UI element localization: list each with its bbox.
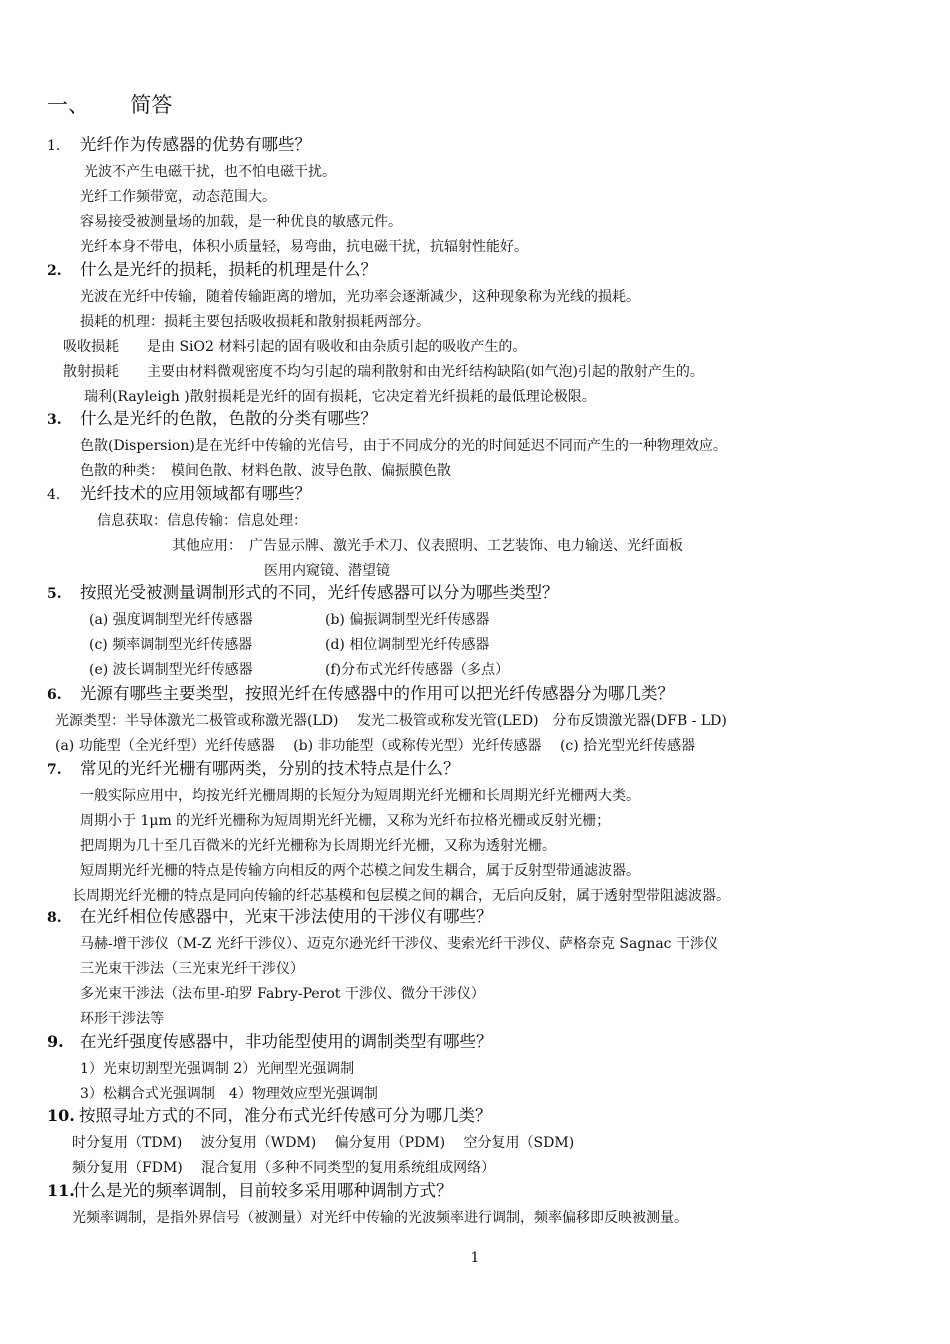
answer-line: 瑞利(Rayleigh )散射损耗是光纤的固有损耗，它决定着光纤损耗的最低理论极限。 [84, 389, 596, 405]
question-text: 在光纤强度传感器中，非功能型使用的调制类型有哪些？ [80, 1032, 493, 1051]
question-number: 4. [47, 487, 61, 503]
answer-line: 周期小于 1μm 的光纤光栅称为短周期光纤光栅，又称为光纤布拉格光栅或反射光栅； [80, 813, 611, 829]
question-text: 光纤作为传感器的优势有哪些？ [80, 135, 311, 154]
answer-line: 三光束干涉法（三光束光纤干涉仪） [80, 961, 304, 977]
question-6 [47, 683, 674, 706]
question-text: 光纤技术的应用领域都有哪些？ [80, 484, 311, 503]
answer-line: 色散的种类： 模间色散、材料色散、波导色散、偏振膜色散 [80, 463, 451, 479]
question-10 [47, 1105, 492, 1127]
section-number: 一、 [47, 93, 89, 117]
question-5 [47, 582, 559, 605]
question-text: 常见的光纤光栅有哪两类，分别的技术特点是什么？ [80, 759, 460, 778]
answer-line: 短周期光纤光栅的特点是传输方向相反的两个芯模之间发生耦合，属于反射型带通滤波器。 [80, 863, 640, 879]
question-number: 9. [47, 1032, 64, 1051]
answer-line: 光波在光纤中传输，随着传输距离的增加，光功率会逐渐减少，这种现象称为光线的损耗。 [80, 289, 640, 305]
question-number: 6. [47, 687, 62, 703]
answer-line: 长周期光纤光栅的特点是同向传输的纤芯基模和包层模之间的耦合，无后向反射，属于透射型带阻滤波器。 [72, 888, 730, 904]
question-9 [47, 1031, 493, 1053]
answer-line: 频分复用（FDM) 混合复用（多种不同类型的复用系统组成网络） [72, 1160, 496, 1176]
question-1 [47, 134, 311, 157]
page-number: 1 [470, 1250, 480, 1266]
answer-line: 散射损耗 主要由材料微观密度不均匀引起的瑞利散射和由光纤结构缺陷(如气泡)引起的散射产生的。 [63, 364, 704, 380]
answer-item: (d) 相位调制型光纤传感器 [325, 637, 490, 653]
answer-line: 光波不产生电磁干扰，也不怕电磁干扰。 [84, 164, 336, 180]
question-3 [47, 408, 377, 431]
question-text: 按照光受被测量调制形式的不同，光纤传感器可以分为哪些类型？ [80, 583, 559, 602]
question-number: 10. [47, 1106, 75, 1125]
question-text: 在光纤相位传感器中，光束干涉法使用的干涉仪有哪些？ [80, 907, 493, 926]
question-2 [47, 259, 377, 282]
answer-line: 吸收损耗 是由 SiO2 材料引起的固有吸收和由杂质引起的吸收产生的。 [63, 339, 527, 355]
section-heading [47, 91, 172, 119]
question-number: 1. [47, 138, 61, 154]
section-title: 简答 [130, 93, 173, 117]
question-text: 什么是光的频率调制，目前较多采用哪种调制方式？ [73, 1181, 453, 1200]
question-number: 11. [47, 1181, 75, 1200]
question-11 [47, 1180, 453, 1202]
question-number: 5. [47, 586, 62, 602]
answer-line: 其他应用： 广告显示牌、激光手术刀、仪表照明、工艺装饰、电力输送、光纤面板 [172, 538, 683, 554]
answer-line: 色散(Dispersion)是在光纤中传输的光信号，由于不同成分的光的时间延迟不同而产生的一种物理效应。 [80, 438, 727, 454]
answer-line: 3）松耦合式光强调制 4）物理效应型光强调制 [80, 1086, 378, 1102]
answer-line: (a) 功能型（全光纤型）光纤传感器 (b) 非功能型（或称传光型）光纤传感器 (c) 拾光型光纤传感器 [55, 738, 696, 754]
answer-item: (c) 频率调制型光纤传感器 [89, 637, 253, 653]
question-number: 2. [47, 263, 62, 279]
question-8 [47, 906, 493, 929]
answer-line: 光纤工作频带宽，动态范围大。 [80, 189, 276, 205]
question-4 [47, 483, 311, 506]
answer-item: (f)分布式光纤传感器（多点） [325, 662, 510, 678]
answer-line: 容易接受被测量场的加载，是一种优良的敏感元件。 [80, 214, 402, 230]
answer-line: 医用内窥镜、潜望镜 [264, 563, 390, 579]
question-number: 7. [47, 762, 62, 778]
question-text: 什么是光纤的损耗，损耗的机理是什么？ [80, 260, 377, 279]
answer-line: 时分复用（TDM) 波分复用（WDM) 偏分复用（PDM) 空分复用（SDM) [72, 1135, 575, 1151]
question-text: 按照寻址方式的不同，准分布式光纤传感可分为哪几类？ [79, 1106, 492, 1125]
answer-line: 环形干涉法等 [80, 1011, 164, 1027]
answer-item: (b) 偏振调制型光纤传感器 [325, 612, 490, 628]
question-text: 光源有哪些主要类型，按照光纤在传感器中的作用可以把光纤传感器分为哪几类？ [80, 684, 674, 703]
question-7 [47, 758, 460, 781]
answer-line: 光频率调制，是指外界信号（被测量）对光纤中传输的光波频率进行调制，频率偏移即反映被测量。 [72, 1210, 688, 1226]
question-text: 什么是光纤的色散，色散的分类有哪些？ [80, 409, 377, 428]
answer-line: 损耗的机理：损耗主要包括吸收损耗和散射损耗两部分。 [80, 314, 430, 330]
question-number: 3. [47, 412, 62, 428]
answer-line: 光纤本身不带电，体积小质量轻，易弯曲，抗电磁干扰，抗辐射性能好。 [80, 239, 528, 255]
answer-item: (a) 强度调制型光纤传感器 [89, 612, 253, 628]
question-number: 8. [47, 910, 62, 926]
answer-line: 1）光束切割型光强调制 2）光闸型光强调制 [80, 1061, 355, 1077]
answer-item: (e) 波长调制型光纤传感器 [89, 662, 253, 678]
answer-line: 马赫-增干涉仪（M-Z 光纤干涉仪）、迈克尔逊光纤干涉仪、斐索光纤干涉仪、萨格奈克 Sagnac 干涉仪 [80, 936, 718, 952]
answer-line: 多光束干涉法（法布里-珀罗 Fabry-Perot 干涉仪、微分干涉仪） [80, 986, 485, 1002]
answer-line: 把周期为几十至几百微米的光纤光栅称为长周期光纤光栅，又称为透射光栅。 [80, 838, 556, 854]
answer-line: 一般实际应用中，均按光纤光栅周期的长短分为短周期光纤光栅和长周期光纤光栅两大类。 [80, 788, 640, 804]
answer-line: 光源类型：半导体激光二极管或称激光器(LD) 发光二极管或称发光管(LED) 分布反馈激光器(DFB - LD) [55, 713, 727, 729]
answer-line: 信息获取：信息传输：信息处理： [97, 513, 307, 529]
